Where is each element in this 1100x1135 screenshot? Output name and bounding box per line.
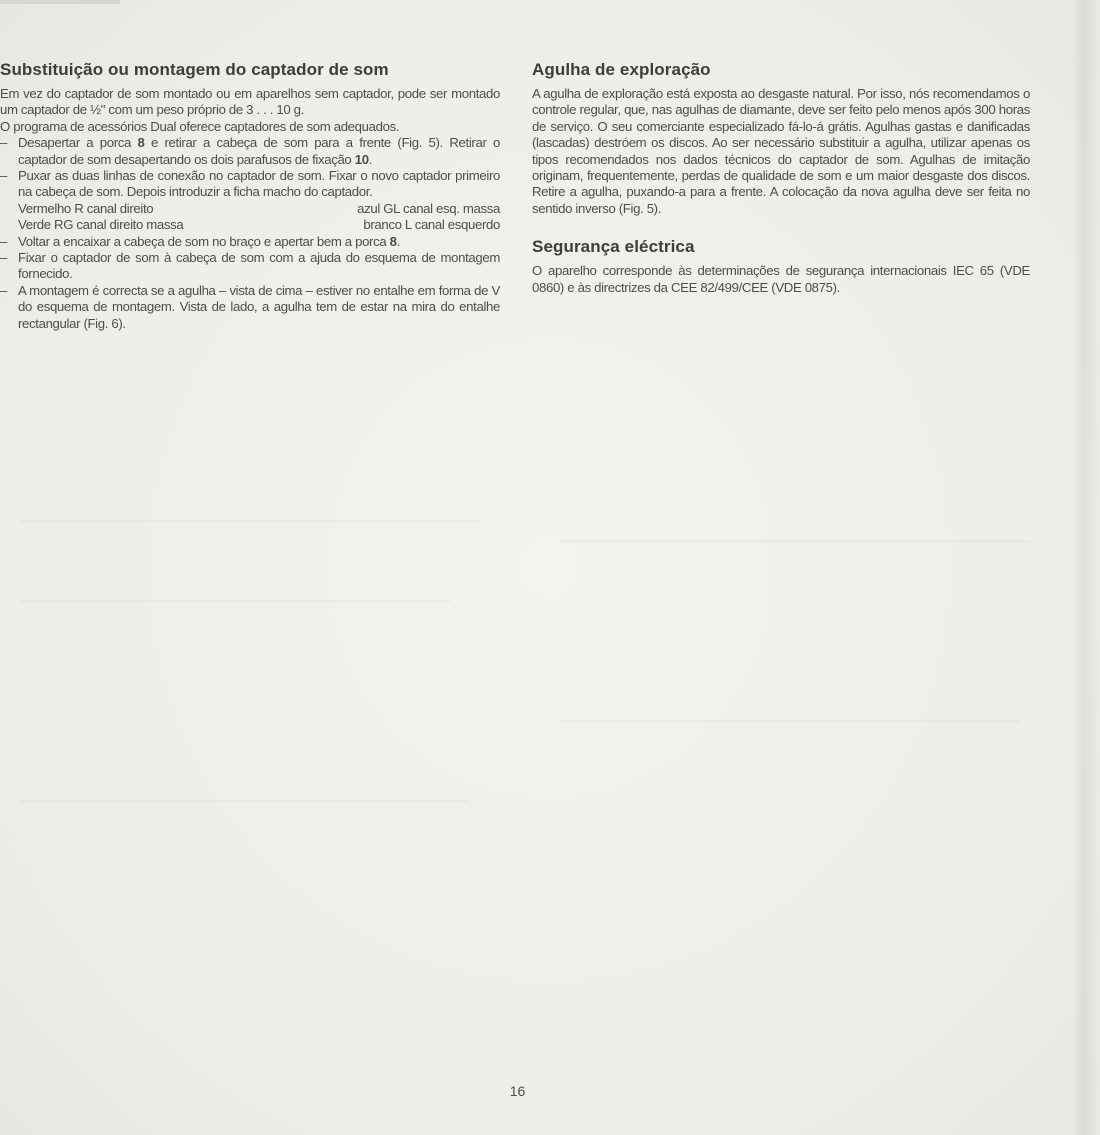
step-text: . xyxy=(396,233,400,249)
left-column xyxy=(0,60,500,332)
cartridge-steps-list xyxy=(0,135,500,332)
show-through-line xyxy=(20,800,470,803)
show-through-line xyxy=(20,520,480,523)
section-title-electrical-safety: Segurança eléctrica xyxy=(532,237,695,257)
part-number-nut: 8 xyxy=(137,135,145,151)
step-text: Desapertar a porca xyxy=(18,135,138,151)
right-column xyxy=(532,60,1030,296)
cartridge-accessories-paragraph: O programa de acessórios Dual oferece captadores de som adequados. xyxy=(0,118,400,134)
section-title-cartridge-replacement: Substituição ou montagem do captador de som xyxy=(0,60,389,79)
show-through-line xyxy=(560,540,1030,543)
step-text: e retirar a cabeça de som para a frente (Fig. 5). Retirar o captador de som desapertando os dois parafusos de fixação xyxy=(18,135,500,167)
show-through-line xyxy=(560,720,1020,723)
part-number-screws: 10 xyxy=(354,151,369,167)
wire-label: azul GL canal esq. massa xyxy=(357,200,500,216)
page-number: 16 xyxy=(509,1083,526,1099)
wire-color-table xyxy=(18,201,500,234)
section-title-stylus: Agulha de exploração xyxy=(532,60,711,79)
step-fix-cartridge: – Fixar o captador de som à cabeça de som com a ajuda do esquema de montagem fornecido. xyxy=(0,250,500,283)
wire-label: Verde RG canal direito massa xyxy=(18,217,184,233)
step-check-alignment: – A montagem é correcta se a agulha – vista de cima – estiver no entalhe em forma de V do esquema de montagem. Vista de lado, a agulha tem de estar na mira do entalhe rectangular (Fig. 6). xyxy=(0,283,500,332)
cartridge-intro-paragraph: Em vez do captador de som montado ou em aparelhos sem captador, pode ser montado um captador de ½" com um peso próprio de 3 . . . 10 g. xyxy=(0,86,500,118)
wire-label: Vermelho R canal direito xyxy=(18,200,154,216)
page-top-edge xyxy=(0,0,120,4)
step-text: Voltar a encaixar a cabeça de som no braço e apertar bem a porca xyxy=(18,233,390,249)
wire-row xyxy=(18,217,500,233)
step-text: – Puxar as duas linhas de conexão no captador de som. Fixar o novo captador primeiro na cabeça de som. Depois introduzir a ficha macho do captador. xyxy=(18,168,500,200)
step-refit-headshell xyxy=(0,234,500,250)
stylus-paragraph: A agulha de exploração está exposta ao desgaste natural. Por isso, nós recomendamos o controle regular, que, nas agulhas de diamante, deve ser feito pelo menos após 300 horas de serviço. O seu comerciante especializado fá-lo-á grátis. Agulhas gastas e danificadas (lascadas) destróem os discos. Ao ser necessário substituir a agulha, utilizar apenas os tipos recomendados nos dados técnicos do captador de som. Agulhas de imitação originam, frequentemente, perdas de qualidade de som e um maior desgaste dos discos. Retire a agulha, puxando-a para a frente. A colocação da nova agulha deve ser feita no sentido inverso (Fig. 5). xyxy=(532,86,1030,216)
show-through-line xyxy=(20,600,450,603)
wire-row xyxy=(18,201,500,217)
step-connect-leads xyxy=(0,168,500,234)
wire-label: branco L canal esquerdo xyxy=(363,217,500,233)
electrical-safety-paragraph: O aparelho corresponde às determinações de segurança internacionais IEC 65 (VDE 0860) e às directrizes da CEE 82/499/CEE (VDE 0875). xyxy=(532,263,1030,295)
part-number-nut: 8 xyxy=(389,233,397,249)
step-remove-headshell xyxy=(0,135,500,168)
step-text: . xyxy=(368,151,373,167)
